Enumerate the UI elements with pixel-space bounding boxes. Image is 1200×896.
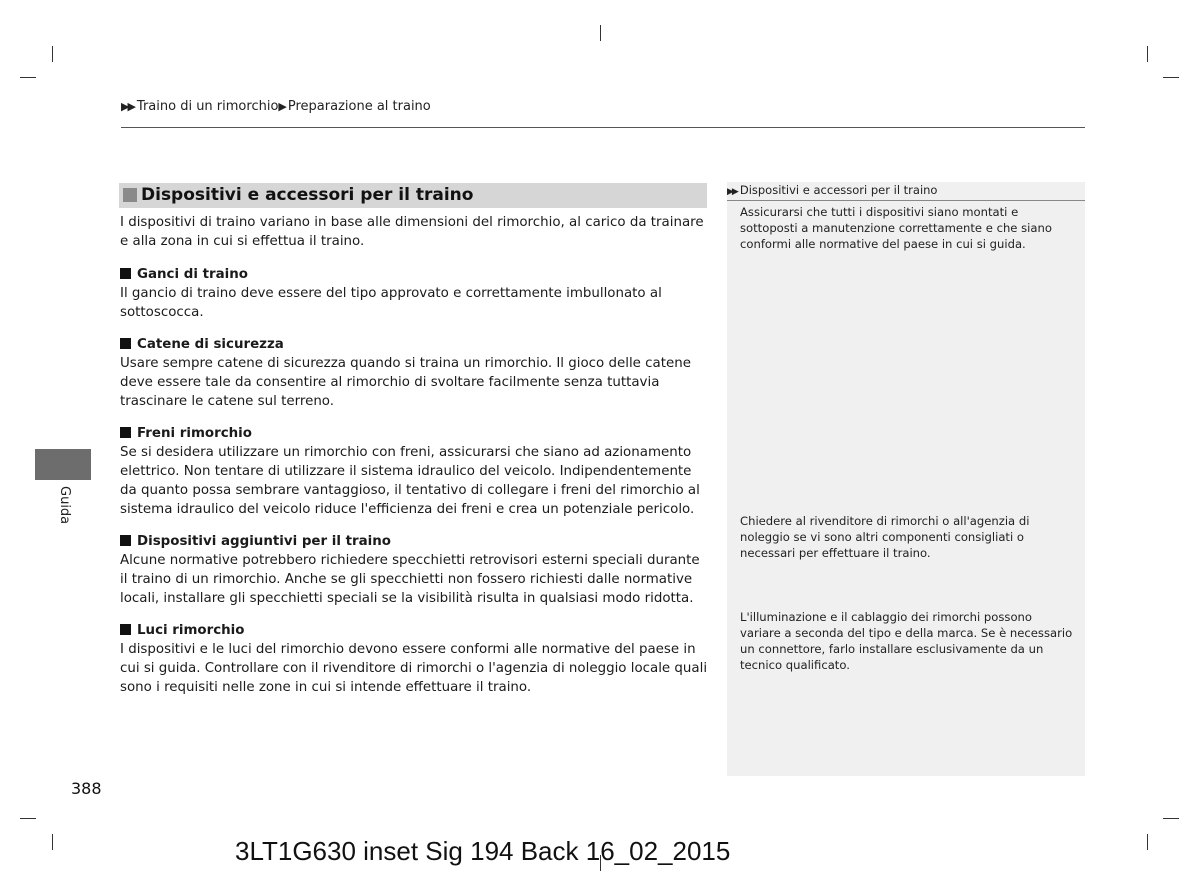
- subsection-additional-devices: [120, 532, 710, 608]
- page-number: 388: [71, 779, 102, 798]
- crop-mark: [600, 25, 601, 41]
- subsection-heading: Freni rimorchio: [120, 424, 710, 443]
- breadcrumb-level1[interactable]: Traino di un rimorchio: [136, 99, 279, 114]
- crop-mark: [20, 77, 36, 78]
- header-rule: [121, 127, 1085, 128]
- main-column: [120, 213, 710, 710]
- chapter-tab[interactable]: [35, 449, 91, 480]
- subsection-hitches: [120, 265, 710, 322]
- subsection-body: Usare sempre catene di sicurezza quando si traina un rimorchio. Il gioco delle catene deve essere tale da consentire al rimorchio di svoltare facilmente senza tuttavia trascinare le catene sul terreno.: [120, 356, 691, 409]
- crop-mark: [1147, 46, 1148, 62]
- bullet-square-icon: [120, 268, 131, 279]
- subsection-safety-chains: [120, 335, 710, 411]
- chapter-tab-label: Guida: [57, 486, 72, 525]
- subsection-heading: Catene di sicurezza: [120, 335, 710, 354]
- sidebar-note: Chiedere al rivenditore di rimorchi o all'agenzia di noleggio se vi sono altri componenti consigliati o necessari per effettuare il traino.: [740, 514, 1030, 560]
- sidebar-note: Assicurarsi che tutti i dispositivi siano montati e sottoposti a manutenzione correttamente e che siano conformi alle normative del paese in cui si guida.: [740, 205, 1052, 251]
- print-job-code: 3LT1G630 inset Sig 194 Back 16_02_2015: [235, 836, 731, 866]
- sidebar-notes: [727, 182, 1085, 776]
- crop-mark: [52, 834, 53, 850]
- bullet-square-icon: [120, 624, 131, 635]
- bullet-square-icon: [120, 535, 131, 546]
- breadcrumb-separator-icon: ▶: [278, 100, 285, 113]
- subsection-body: Alcune normative potrebbero richiedere specchietti retrovisori esterni speciali durante il traino di un rimorchio. Anche se gli specchietti non fossero richiesti dalle normative locali, installare gli specchietti speciali se la visibilità risulta in qualsiasi modo ridotta.: [120, 553, 700, 606]
- sidebar-rule: [727, 200, 1085, 201]
- subsection-heading: Luci rimorchio: [120, 621, 710, 640]
- crop-mark: [1163, 818, 1179, 819]
- bullet-square-icon: [120, 427, 131, 438]
- section-square-icon: [123, 188, 137, 202]
- breadcrumb-arrows-icon: ▶▶: [121, 100, 134, 113]
- subsection-body: I dispositivi e le luci del rimorchio devono essere conformi alle normative del paese in cui si guida. Controllare con il rivenditore di rimorchi o l'agenzia di noleggio locale quali sono i requisiti nelle zone in cui si intende effettuare il traino.: [120, 642, 708, 695]
- subsection-body: Il gancio di traino deve essere del tipo approvato e correttamente imbullonato al sottoscocca.: [120, 286, 662, 320]
- subsection-heading: Ganci di traino: [120, 265, 710, 284]
- subsection-trailer-brakes: [120, 424, 710, 519]
- subsection-body: Se si desidera utilizzare un rimorchio con freni, assicurarsi che siano ad azionamento elettrico. Non tentare di utilizzare il sistema idraulico del veicolo. Indipendentemente da quanto possa sembrare vantaggioso, il tentativo di collegare i freni del rimorchio al sistema idraulico del veicolo riduce l'efficienza dei freni e crea un potenziale pericolo.: [120, 445, 700, 517]
- breadcrumb: [121, 99, 431, 114]
- bullet-square-icon: [120, 338, 131, 349]
- sidebar-note: L'illuminazione e il cablaggio dei rimorchi possono variare a seconda del tipo e della marca. Se è necessario un connettore, farlo installare esclusivamente da un tecnico qualificato.: [740, 610, 1073, 672]
- sidebar-heading: ▶▶ Dispositivi e accessori per il traino: [727, 183, 938, 197]
- section-intro: I dispositivi di traino variano in base alle dimensioni del rimorchio, al carico da trainare e alla zona in cui si effettua il traino.: [120, 215, 704, 249]
- crop-mark: [20, 818, 36, 819]
- breadcrumb-level2[interactable]: Preparazione al traino: [287, 99, 431, 114]
- subsection-heading: Dispositivi aggiuntivi per il traino: [120, 532, 710, 551]
- crop-mark: [52, 46, 53, 62]
- note-arrows-icon: ▶▶: [727, 187, 737, 197]
- section-heading: [119, 183, 707, 208]
- subsection-trailer-lights: [120, 621, 710, 697]
- section-title: Dispositivi e accessori per il traino: [141, 185, 474, 205]
- crop-mark: [1163, 77, 1179, 78]
- crop-mark: [1147, 834, 1148, 850]
